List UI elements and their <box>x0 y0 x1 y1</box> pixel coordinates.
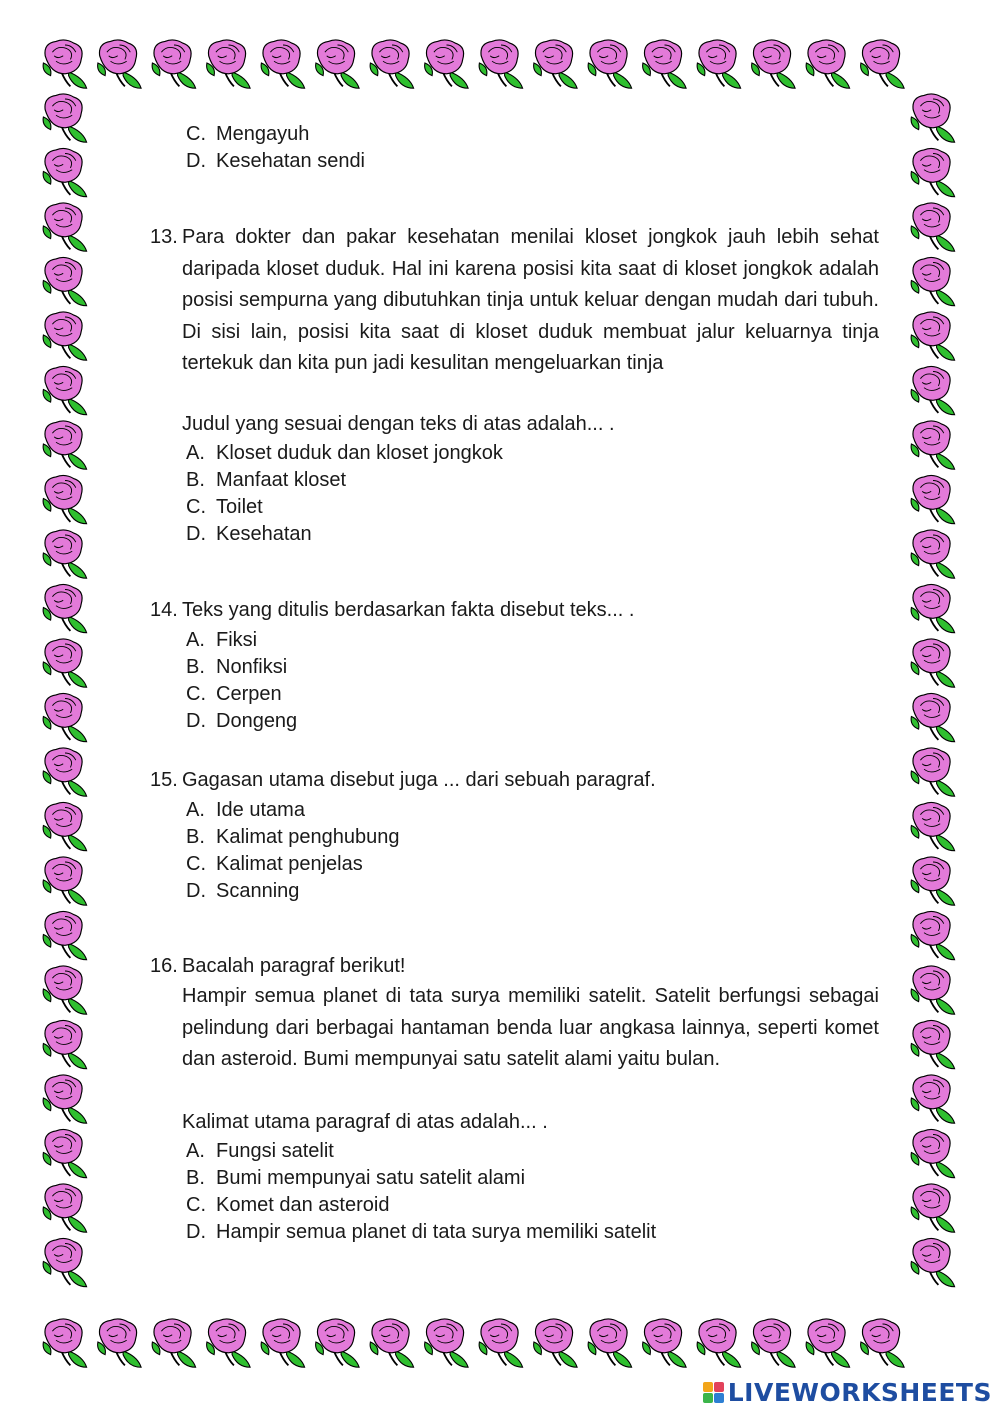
option-b[interactable]: B. Kalimat penghubung <box>186 826 400 848</box>
watermark-text: LIVEWORKSHEETS <box>727 1378 992 1407</box>
option-d[interactable]: D. Kesehatan <box>186 523 312 545</box>
option-c[interactable]: C. Kalimat penjelas <box>186 853 363 875</box>
question-number: 14. <box>150 599 178 621</box>
option-b[interactable]: B. Manfaat kloset <box>186 469 347 491</box>
question-number: 16. <box>150 955 178 977</box>
q14-options <box>186 627 297 735</box>
option-c[interactable]: C. Mengayuh <box>186 123 310 145</box>
liveworksheets-logo-icon <box>703 1382 724 1403</box>
option-a[interactable]: A. Fiksi <box>186 629 258 651</box>
option-d[interactable]: D. Kesehatan sendi <box>186 150 366 172</box>
q13-question: Judul yang sesuai dengan teks di atas adalah... . <box>182 413 615 435</box>
option-d[interactable]: D. Dongeng <box>186 710 298 732</box>
option-b[interactable]: B. Bumi mempunyai satu satelit alami <box>186 1167 526 1189</box>
q13-passage: Para dokter dan pakar kesehatan menilai kloset jongkok jauh lebih sehat daripada kloset duduk. Hal ini karena posisi kita saat di kloset jongkok adalah posisi sempurna yang dibutuhkan tinja untuk keluar dengan mudah dari tubuh. Di sisi lain, posisi kita saat di kloset duduk membuat jalur keluarnya tinja tertekuk dan kita pun jadi kesulitan mengeluarkan tinja <box>182 226 879 374</box>
liveworksheets-watermark[interactable] <box>703 1378 992 1407</box>
option-b[interactable]: B. Nonfiksi <box>186 656 288 678</box>
question-14 <box>150 597 879 624</box>
question-number: 13. <box>150 226 178 248</box>
option-d[interactable]: D. Hampir semua planet di tata surya memiliki satelit <box>186 1221 657 1243</box>
option-d[interactable]: D. Scanning <box>186 880 300 902</box>
option-a[interactable]: A. Kloset duduk dan kloset jongkok <box>186 442 503 464</box>
option-a[interactable]: A. Fungsi satelit <box>186 1140 334 1162</box>
question-16 <box>150 953 879 980</box>
option-c[interactable]: C. Cerpen <box>186 683 282 705</box>
q14-question: Teks yang ditulis berdasarkan fakta disebut teks... . <box>182 599 635 621</box>
option-c[interactable]: C. Komet dan asteroid <box>186 1194 390 1216</box>
question-15 <box>150 767 879 794</box>
q16-options <box>186 1138 656 1246</box>
q15-question: Gagasan utama disebut juga ... dari sebuah paragraf. <box>182 769 656 791</box>
prev-question-options <box>186 121 365 175</box>
question-number: 15. <box>150 769 178 791</box>
q15-options <box>186 797 399 905</box>
option-a[interactable]: A. Ide utama <box>186 799 305 821</box>
q13-options <box>186 440 503 548</box>
q16-question: Kalimat utama paragraf di atas adalah... . <box>182 1111 548 1133</box>
q16-instruction: Bacalah paragraf berikut! <box>182 955 406 977</box>
q16-passage: Hampir semua planet di tata surya memiliki satelit. Satelit berfungsi sebagai pelindung dari berbagai hantaman benda luar angkasa lainnya, seperti komet dan asteroid. Bumi mempunyai satu satelit alami yaitu bulan. <box>182 985 879 1070</box>
option-c[interactable]: C. Toilet <box>186 496 263 518</box>
